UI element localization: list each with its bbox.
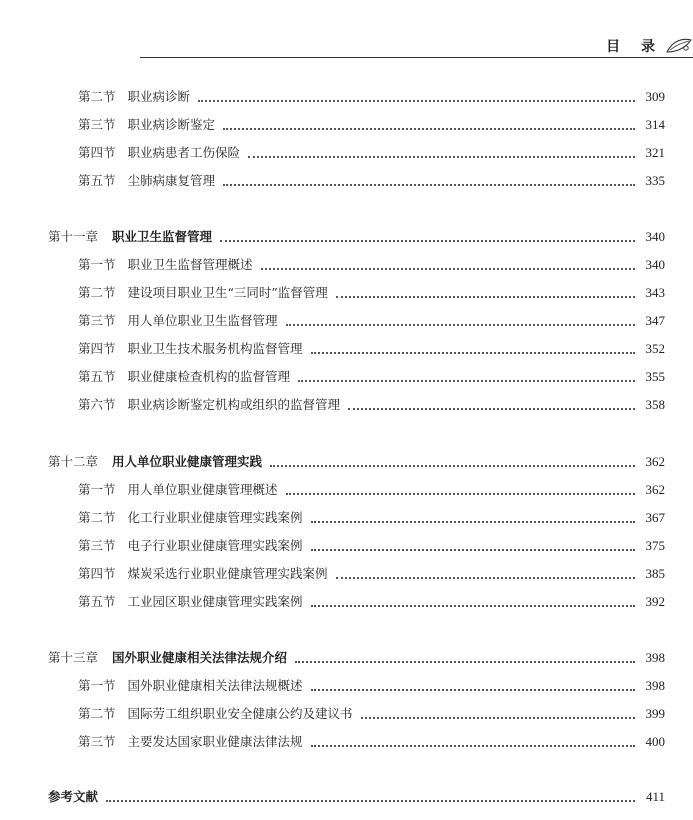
toc-section-entry (0, 480, 693, 500)
entry-title: 职业病患者工伤保险 (127, 145, 241, 160)
dot-leader (286, 493, 635, 495)
entry-page-number: 352 (645, 341, 665, 356)
entry-page-number: 375 (645, 538, 665, 553)
dot-leader (223, 128, 635, 130)
entry-page-number: 362 (645, 454, 665, 469)
entry-title: 参考文献 (48, 789, 99, 804)
entry-label (48, 227, 212, 247)
entry-page-number: 398 (645, 650, 665, 665)
dot-leader (311, 745, 635, 747)
entry-number: 第三节 (78, 313, 116, 328)
toc-section-entry (0, 87, 693, 107)
dot-leader (261, 268, 635, 270)
entry-label (78, 255, 253, 275)
dot-leader (311, 549, 635, 551)
entry-label (78, 480, 278, 500)
entry-page-number: 358 (645, 397, 665, 412)
entry-title: 电子行业职业健康管理实践案例 (127, 538, 303, 553)
entry-title: 煤炭采选行业职业健康管理实践案例 (127, 566, 328, 581)
entry-number: 第三节 (78, 538, 116, 553)
entry-label (78, 171, 215, 191)
entry-label (78, 564, 328, 584)
entry-label (78, 339, 303, 359)
entry-title: 尘肺病康复管理 (127, 173, 216, 188)
entry-page-number: 314 (645, 117, 665, 132)
entry-number: 第三节 (78, 734, 116, 749)
toc-chapter-entry (0, 452, 693, 472)
dot-leader (295, 661, 635, 663)
toc-section-entry (0, 564, 693, 584)
entry-number: 第十三章 (48, 650, 99, 665)
toc-section-entry (0, 676, 693, 696)
entry-number: 第二节 (78, 706, 116, 721)
dot-leader (270, 465, 635, 467)
entry-title: 职业病诊断鉴定机构或组织的监督管理 (127, 397, 341, 412)
toc-section-entry (0, 508, 693, 528)
entry-label (78, 87, 190, 107)
entry-label (48, 452, 262, 472)
entry-label (78, 367, 290, 387)
dot-leader (336, 296, 635, 298)
entry-label (78, 508, 303, 528)
entry-label (78, 115, 215, 135)
entry-page-number: 340 (645, 229, 665, 244)
dot-leader (106, 800, 635, 802)
entry-number: 第三节 (78, 117, 116, 132)
header-title: 目 录 (606, 39, 663, 55)
entry-page-number: 343 (645, 285, 665, 300)
entry-title: 用人单位职业健康管理概述 (127, 482, 278, 497)
dot-leader (336, 577, 635, 579)
entry-label (48, 648, 287, 668)
entry-page-number: 335 (645, 173, 665, 188)
header-rule (140, 57, 693, 58)
toc-section-entry (0, 311, 693, 331)
entry-number: 第五节 (78, 369, 116, 384)
entry-number: 第六节 (78, 397, 116, 412)
entry-number: 第四节 (78, 341, 116, 356)
entry-title: 化工行业职业健康管理实践案例 (127, 510, 303, 525)
entry-label (78, 283, 328, 303)
entry-title: 职业卫生技术服务机构监督管理 (127, 341, 303, 356)
dot-leader (220, 240, 635, 242)
entry-number: 第一节 (78, 482, 116, 497)
entry-page-number: 400 (645, 734, 665, 749)
entry-page-number: 321 (645, 145, 665, 160)
entry-number: 第二节 (78, 285, 116, 300)
entry-label (78, 143, 240, 163)
toc-section-entry (0, 339, 693, 359)
dot-leader (311, 521, 635, 523)
entry-number: 第一节 (78, 678, 116, 693)
dot-leader (198, 100, 635, 102)
toc-section-entry (0, 115, 693, 135)
entry-label (78, 592, 303, 612)
toc-section-entry (0, 367, 693, 387)
entry-label (78, 676, 303, 696)
entry-label (78, 732, 303, 752)
entry-number: 第十二章 (48, 454, 99, 469)
entry-label (48, 787, 98, 807)
dot-leader (286, 324, 635, 326)
entry-title: 工业园区职业健康管理实践案例 (127, 594, 303, 609)
entry-number: 第四节 (78, 145, 116, 160)
entry-label (78, 311, 278, 331)
toc-section-entry (0, 283, 693, 303)
entry-number: 第二节 (78, 89, 116, 104)
entry-page-number: 362 (645, 482, 665, 497)
entry-page-number: 399 (645, 706, 665, 721)
entry-page-number: 355 (645, 369, 665, 384)
toc-section-entry (0, 171, 693, 191)
entry-number: 第五节 (78, 173, 116, 188)
entry-title: 国际劳工组织职业安全健康公约及建议书 (127, 706, 353, 721)
entry-number: 第十一章 (48, 229, 99, 244)
dot-leader (311, 352, 635, 354)
entry-page-number: 411 (645, 789, 665, 804)
entry-title: 职业健康检查机构的监督管理 (127, 369, 291, 384)
entry-title: 用人单位职业卫生监督管理 (127, 313, 278, 328)
toc-chapter-entry (0, 648, 693, 668)
dot-leader (298, 380, 635, 382)
entry-number: 第二节 (78, 510, 116, 525)
entry-page-number: 309 (645, 89, 665, 104)
toc-section-entry (0, 395, 693, 415)
dot-leader (361, 717, 635, 719)
dot-leader (348, 408, 635, 410)
entry-page-number: 347 (645, 313, 665, 328)
toc-section-entry (0, 592, 693, 612)
entry-title: 职业病诊断鉴定 (127, 117, 216, 132)
dot-leader (248, 156, 635, 158)
entry-page-number: 392 (645, 594, 665, 609)
entry-number: 第五节 (78, 594, 116, 609)
leaf-ornament-icon (665, 36, 693, 56)
dot-leader (223, 184, 635, 186)
entry-page-number: 367 (645, 510, 665, 525)
entry-page-number: 385 (645, 566, 665, 581)
entry-label (78, 704, 353, 724)
running-header (140, 36, 693, 60)
entry-title: 主要发达国家职业健康法律法规 (127, 734, 303, 749)
entry-label (78, 395, 340, 415)
dot-leader (311, 605, 635, 607)
dot-leader (311, 689, 635, 691)
entry-number: 第四节 (78, 566, 116, 581)
toc-section-entry (0, 704, 693, 724)
toc-section-entry (0, 536, 693, 556)
entry-title: 用人单位职业健康管理实践 (112, 454, 263, 469)
entry-page-number: 340 (645, 257, 665, 272)
toc-section-entry (0, 143, 693, 163)
entry-title: 职业卫生监督管理 (112, 229, 213, 244)
toc-section-entry (0, 732, 693, 752)
entry-title: 建设项目职业卫生“三同时”监督管理 (127, 285, 328, 300)
toc-section-entry (0, 255, 693, 275)
entry-title: 职业卫生监督管理概述 (127, 257, 253, 272)
toc-references-entry (0, 787, 693, 807)
entry-number: 第一节 (78, 257, 116, 272)
entry-title: 国外职业健康相关法律法规概述 (127, 678, 303, 693)
entry-label (78, 536, 303, 556)
entry-page-number: 398 (645, 678, 665, 693)
toc-chapter-entry (0, 227, 693, 247)
entry-title: 国外职业健康相关法律法规介绍 (112, 650, 288, 665)
entry-title: 职业病诊断 (127, 89, 191, 104)
